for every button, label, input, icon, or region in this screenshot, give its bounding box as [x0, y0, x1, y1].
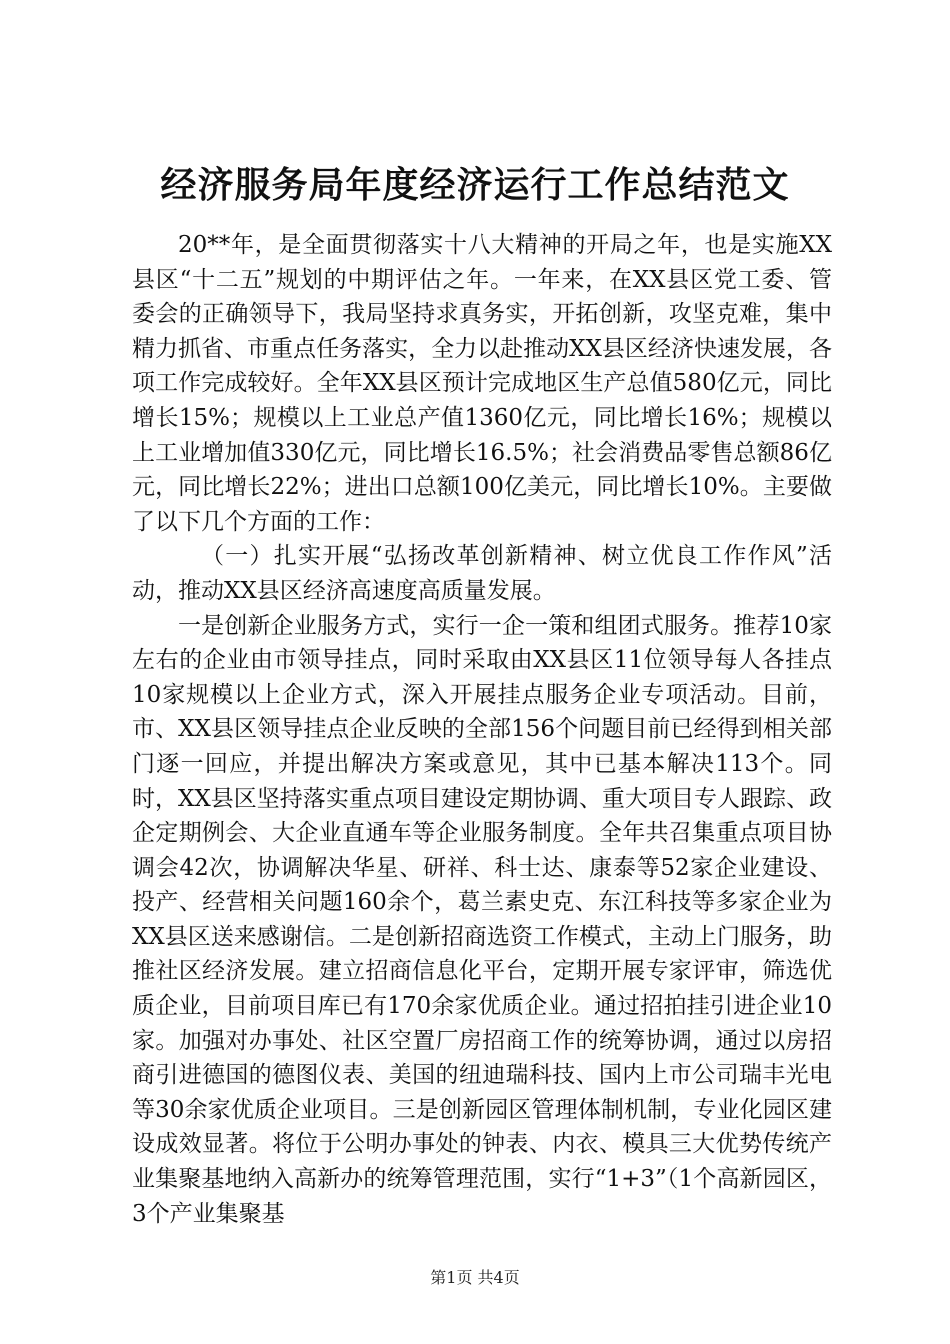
document-body: [132, 228, 832, 1231]
section-heading-1: （一）扎实开展“弘扬改革创新精神、树立优良工作作风”活动，推动XX县区经济高速度高质量发展。: [132, 543, 832, 604]
document-title: 经济服务局年度经济运行工作总结范文: [160, 164, 790, 206]
intro-paragraph: 20**年，是全面贯彻落实十八大精神的开局之年，也是实施XX县区“十二五”规划的中期评估之年。一年来，在XX县区党工委、管委会的正确领导下，我局坚持求真务实，开拓创新，攻坚克难，集中精力抓省、市重点任务落实，全力以赴推动XX县区经济快速发展，各项工作完成较好。全年XX县区预计完成地区生产总值580亿元，同比增长15%；规模以上工业总产值1360亿元，同比增长16%；规模以上工业增加值330亿元，同比增长16.5%；社会消费品零售总额86亿元，同比增长22%；进出口总额100亿美元，同比增长10%。主要做了以下几个方面的工作：: [132, 232, 832, 535]
page-number-footer: 第1页 共4页: [430, 1268, 520, 1287]
section-1-paragraph: 一是创新企业服务方式，实行一企一策和组团式服务。推荐10家左右的企业由市领导挂点，同时采取由XX县区11位领导每人各挂点10家规模以上企业方式，深入开展挂点服务企业专项活动。目前，市、XX县区领导挂点企业反映的全部156个问题目前已经得到相关部门逐一回应，并提出解决方案或意见，其中已基本解决113个。同时，XX县区坚持落实重点项目建设定期协调、重大项目专人跟踪、政企定期例会、大企业直通车等企业服务制度。全年共召集重点项目协调会42次，协调解决华星、研祥、科士达、康泰等52家企业建设、投产、经营相关问题160余个，葛兰素史克、东江科技等多家企业为XX县区送来感谢信。二是创新招商选资工作模式，主动上门服务，助推社区经济发展。建立招商信息化平台，定期开展专家评审，筛选优质企业，目前项目库已有170余家优质企业。通过招拍挂引进企业10家。加强对办事处、社区空置厂房招商工作的统筹协调，通过以房招商引进德国的德图仪表、美国的纽迪瑞科技、国内上市公司瑞丰光电等30余家优质企业项目。三是创新园区管理体制机制，专业化园区建设成效显著。将位于公明办事处的钟表、内衣、模具三大优势传统产业集聚基地纳入高新办的统筹管理范围，实行“1+3”（1个高新园区，3个产业集聚基: [132, 612, 832, 1227]
